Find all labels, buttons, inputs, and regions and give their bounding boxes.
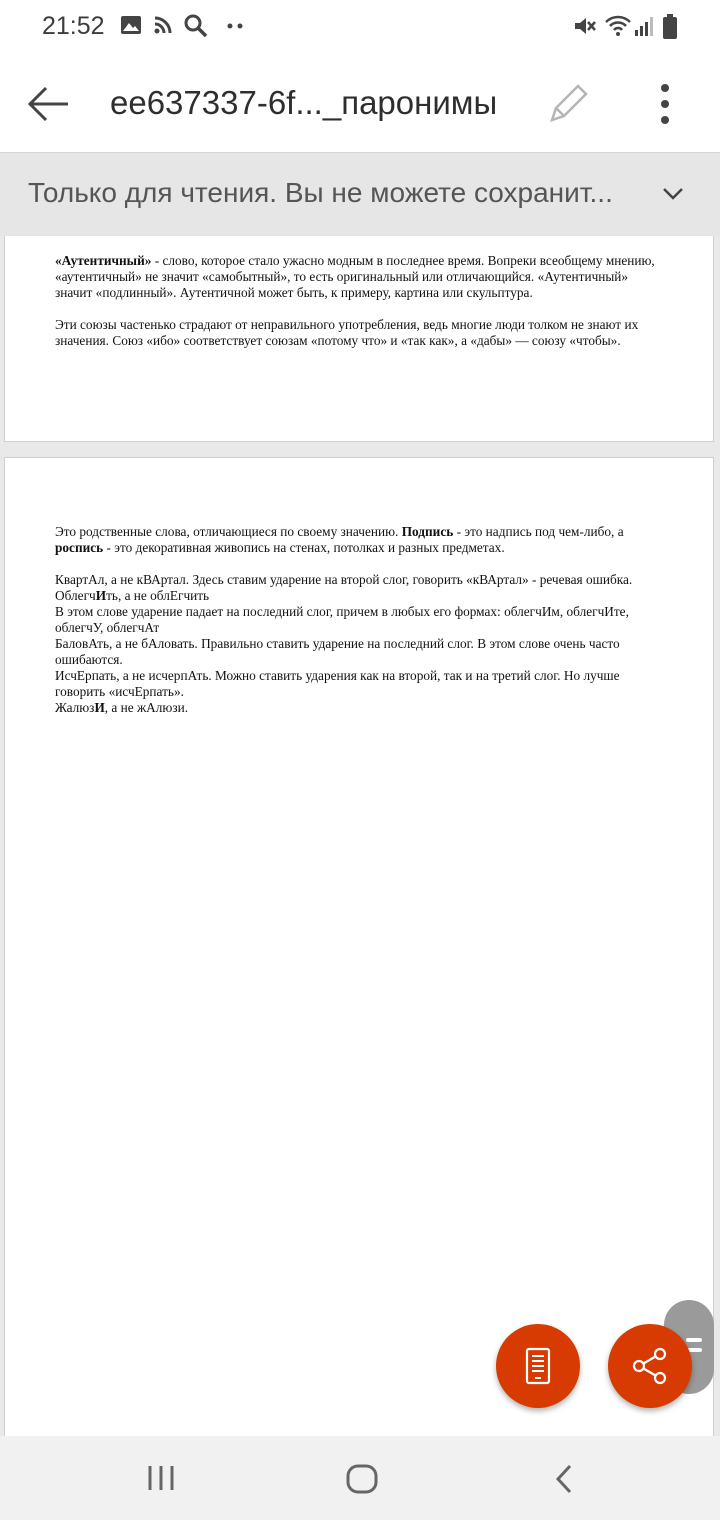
battery-icon	[662, 14, 678, 40]
paragraph-conjunctions: Эти союзы частенько страдают от неправильного употребления, ведь многие люди толком не знают их значения. Союз «ибо» соответствует союзам «потому что» и «так как», а «дабы» — союзу «чтобы».	[55, 317, 639, 348]
paragraph-text: , а не жАлюзи.	[104, 700, 189, 715]
system-nav-bar	[0, 1436, 720, 1520]
back-icon[interactable]	[552, 1464, 576, 1494]
more-dots-icon	[226, 22, 244, 30]
paragraph-balovat: БаловАть, а не бАловать. Правильно ставить ударение на последний слог. В этом слове очень часто ошибаются.	[55, 636, 620, 667]
paragraph-oblegchit	[55, 588, 667, 604]
bold-term: «Аутентичный»	[55, 253, 152, 268]
document-title: ee637337-6f..._паронимы	[110, 84, 498, 121]
home-icon[interactable]	[346, 1464, 378, 1494]
paragraph-text: - слово, которое стало ужасно модным в последнее время. Вопреки всеобщему мнению, «аутентичный» не значит «самобытный», то есть оригинальный или отличающийся. «Аутентичный» значит «подлинный». Аутентичной может быть, к примеру, картина или скульптура.	[55, 253, 655, 300]
paragraph-authentic	[55, 253, 667, 301]
paragraph-ischerpat: ИсчЕрпать, а не исчерпАть. Можно ставить ударения как на второй, так и на третий слог. Но лучше говорить «исчЕрпать».	[55, 668, 620, 699]
status-bar	[0, 0, 720, 56]
share-icon	[630, 1346, 670, 1386]
bold-term: И	[95, 588, 107, 603]
document-page-2	[4, 457, 714, 1436]
page-2-text	[55, 524, 667, 716]
image-icon	[120, 14, 142, 36]
paragraph-oblegchit-note: В этом слове ударение падает на последний слог, причем в любых его формах: облегчИм, облегчИте, облегчУ, облегчАт	[55, 604, 629, 635]
paragraph-text: ть, а не облЕгчить	[106, 588, 210, 603]
document-viewer[interactable]	[0, 236, 720, 1436]
status-time: 21:52	[42, 12, 105, 40]
reading-mode-icon	[518, 1346, 558, 1386]
edit-pencil-icon[interactable]	[546, 82, 590, 126]
mute-vibrate-icon	[572, 14, 596, 38]
paragraph-zhalyuzi	[55, 700, 667, 716]
wifi-icon	[604, 14, 632, 38]
bold-term: Подпись	[401, 524, 454, 539]
page-1-text	[55, 253, 667, 349]
read-only-message: Только для чтения. Вы не можете сохранит...	[28, 177, 613, 208]
back-arrow-icon[interactable]	[26, 84, 72, 124]
signal-icon	[634, 14, 656, 38]
reading-mode-button[interactable]	[496, 1324, 580, 1408]
paragraph-text: - это надпись под чем-либо, а	[453, 524, 624, 539]
rss-icon	[152, 14, 174, 36]
app-bar	[0, 56, 720, 152]
more-vert-icon[interactable]	[652, 82, 678, 126]
search-icon	[184, 14, 208, 38]
share-button[interactable]	[608, 1324, 692, 1408]
paragraph-text: Это родственные слова, отличающиеся по своему значению.	[55, 524, 402, 539]
paragraph-kvartal: КвартАл, а не кВАртал. Здесь ставим ударение на второй слог, говорить «кВАртал» - речевая ошибка.	[55, 572, 633, 587]
document-page-1	[4, 236, 714, 442]
paragraph-text: - это декоративная живопись на стенах, потолках и разных предметах.	[103, 540, 505, 555]
paragraph-text: Жалюз	[55, 700, 95, 715]
paragraph-text: Облегч	[55, 588, 96, 603]
chevron-down-icon[interactable]	[660, 183, 686, 205]
paragraph-podpis	[55, 524, 667, 556]
read-only-banner[interactable]	[0, 152, 720, 237]
bold-term: И	[94, 700, 105, 715]
recents-icon[interactable]	[146, 1464, 176, 1492]
bold-term: роспись	[55, 540, 104, 555]
